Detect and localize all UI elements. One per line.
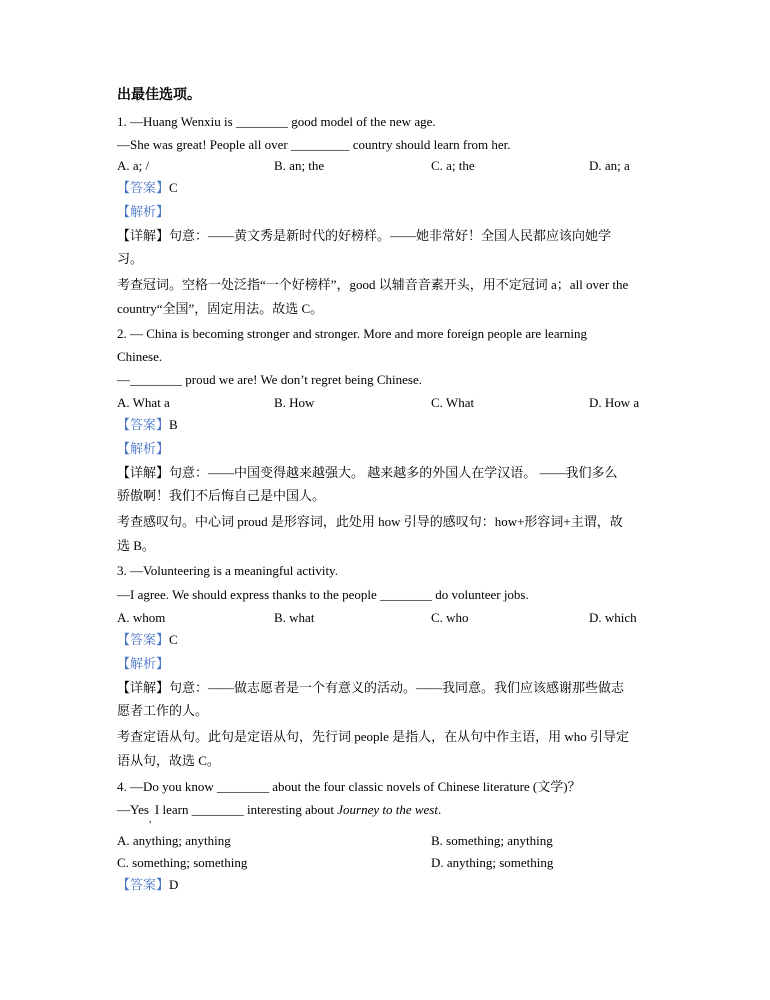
book-title: Journey to the west — [337, 802, 438, 817]
q1-detail-text: 句意：——黄文秀是新时代的好榜样。——她非常好！全国人民都应该向她学 — [169, 228, 612, 243]
q2-option-a: A. What a — [117, 395, 170, 410]
detail-label: 【详解】 — [117, 680, 170, 695]
q4-line2-comma: , — [148, 813, 152, 825]
detail-label: 【详解】 — [117, 465, 170, 480]
q1-detail-line2: 习。 — [117, 251, 144, 266]
q1-option-b: B. an; the — [274, 158, 325, 173]
q2-option-b: B. How — [274, 395, 315, 410]
q1-line2: —She was great! People all over _________ country should learn from her. — [117, 137, 511, 152]
answer-label: 【答案】 — [117, 417, 170, 432]
q2-detail-line1 — [117, 465, 618, 481]
detail-label: 【详解】 — [117, 228, 170, 243]
q2-detail-line2: 骄傲啊！我们不后悔自己是中国人。 — [117, 488, 326, 503]
q1-option-a: A. a; / — [117, 158, 150, 173]
q2-option-c: C. What — [431, 395, 475, 410]
q3-detail-text: 句意：——做志愿者是一个有意义的活动。——我同意。我们应该感谢那些做志 — [169, 680, 625, 695]
q3-option-b: B. what — [274, 610, 315, 625]
q4-line2-end: . — [437, 802, 442, 817]
q4-line1: 4. —Do you know ________ about the four classic novels of Chinese literature (文学)？ — [117, 779, 581, 794]
q4-option-d: D. anything; something — [431, 855, 554, 870]
q1-explain-line2: country“全国”，固定用法。故选 C。 — [117, 301, 324, 316]
q2-answer-value: B — [169, 417, 178, 432]
q3-option-a: A. whom — [117, 610, 166, 625]
q4-options-row2 — [117, 855, 657, 871]
q3-line1: 3. —Volunteering is a meaningful activity. — [117, 563, 338, 578]
q3-analysis-label: 【解析】 — [117, 656, 170, 671]
q4-option-b: B. something; anything — [431, 833, 553, 848]
answer-label: 【答案】 — [117, 632, 170, 647]
q1-explain-line1: 考查冠词。空格一处泛指“一个好榜样”，good 以辅音音素开头，用不定冠词 a；all over the — [117, 277, 629, 292]
q2-detail-text: 句意：——中国变得越来越强大。 越来越多的外国人在学汉语。 ——我们多么 — [169, 465, 618, 480]
q2-explain-line1: 考查感叹句。中心词 proud 是形容词，此处用 how 引导的感叹句：how+形容词+主谓，故 — [117, 514, 623, 529]
q4-line2-start: —Yes — [117, 802, 149, 817]
q1-line1: 1. —Huang Wenxiu is ________ good model of the new age. — [117, 114, 436, 129]
q4-line2 — [117, 802, 442, 825]
section-heading: 出最佳选项。 — [117, 88, 201, 103]
q2-analysis-label: 【解析】 — [117, 441, 170, 456]
q2-explain-line2: 选 B。 — [117, 538, 155, 553]
q1-answer-value: C — [169, 180, 178, 195]
q4-option-a: A. anything; anything — [117, 833, 231, 848]
q2-line3: —________ proud we are! We don’t regret being Chinese. — [117, 372, 422, 387]
q2-answer — [117, 417, 178, 433]
q3-detail-line1 — [117, 680, 624, 696]
q1-detail-line1 — [117, 228, 611, 244]
q4-option-c: C. something; something — [117, 855, 248, 870]
q4-answer — [117, 877, 178, 893]
q3-options — [117, 610, 657, 626]
q2-line1: 2. — China is becoming stronger and stronger. More and more foreign people are learning — [117, 326, 588, 341]
answer-label: 【答案】 — [117, 180, 170, 195]
q4-answer-value: D — [169, 877, 179, 892]
q2-option-d: D. How a — [589, 395, 640, 410]
q3-answer — [117, 632, 178, 648]
q3-explain-line2: 语从句，故选 C。 — [117, 753, 220, 768]
q3-detail-line2: 愿者工作的人。 — [117, 703, 209, 718]
q1-option-c: C. a; the — [431, 158, 475, 173]
q4-options-row1 — [117, 833, 657, 849]
answer-label: 【答案】 — [117, 877, 170, 892]
q3-explain-line1: 考查定语从句。此句是定语从句，先行词 people 是指人，在从句中作主语，用 who 引导定 — [117, 729, 630, 744]
q1-options — [117, 158, 657, 174]
q3-option-d: D. which — [589, 610, 637, 625]
q4-line2-middle: I learn ________ interesting about — [151, 802, 338, 817]
q3-option-c: C. who — [431, 610, 469, 625]
q3-answer-value: C — [169, 632, 178, 647]
q3-line2: —I agree. We should express thanks to the people ________ do volunteer jobs. — [117, 587, 529, 602]
q1-analysis-label: 【解析】 — [117, 204, 170, 219]
q2-line2: Chinese. — [117, 349, 163, 364]
q1-option-d: D. an; a — [589, 158, 630, 173]
q2-options — [117, 395, 657, 411]
q1-answer — [117, 180, 178, 196]
